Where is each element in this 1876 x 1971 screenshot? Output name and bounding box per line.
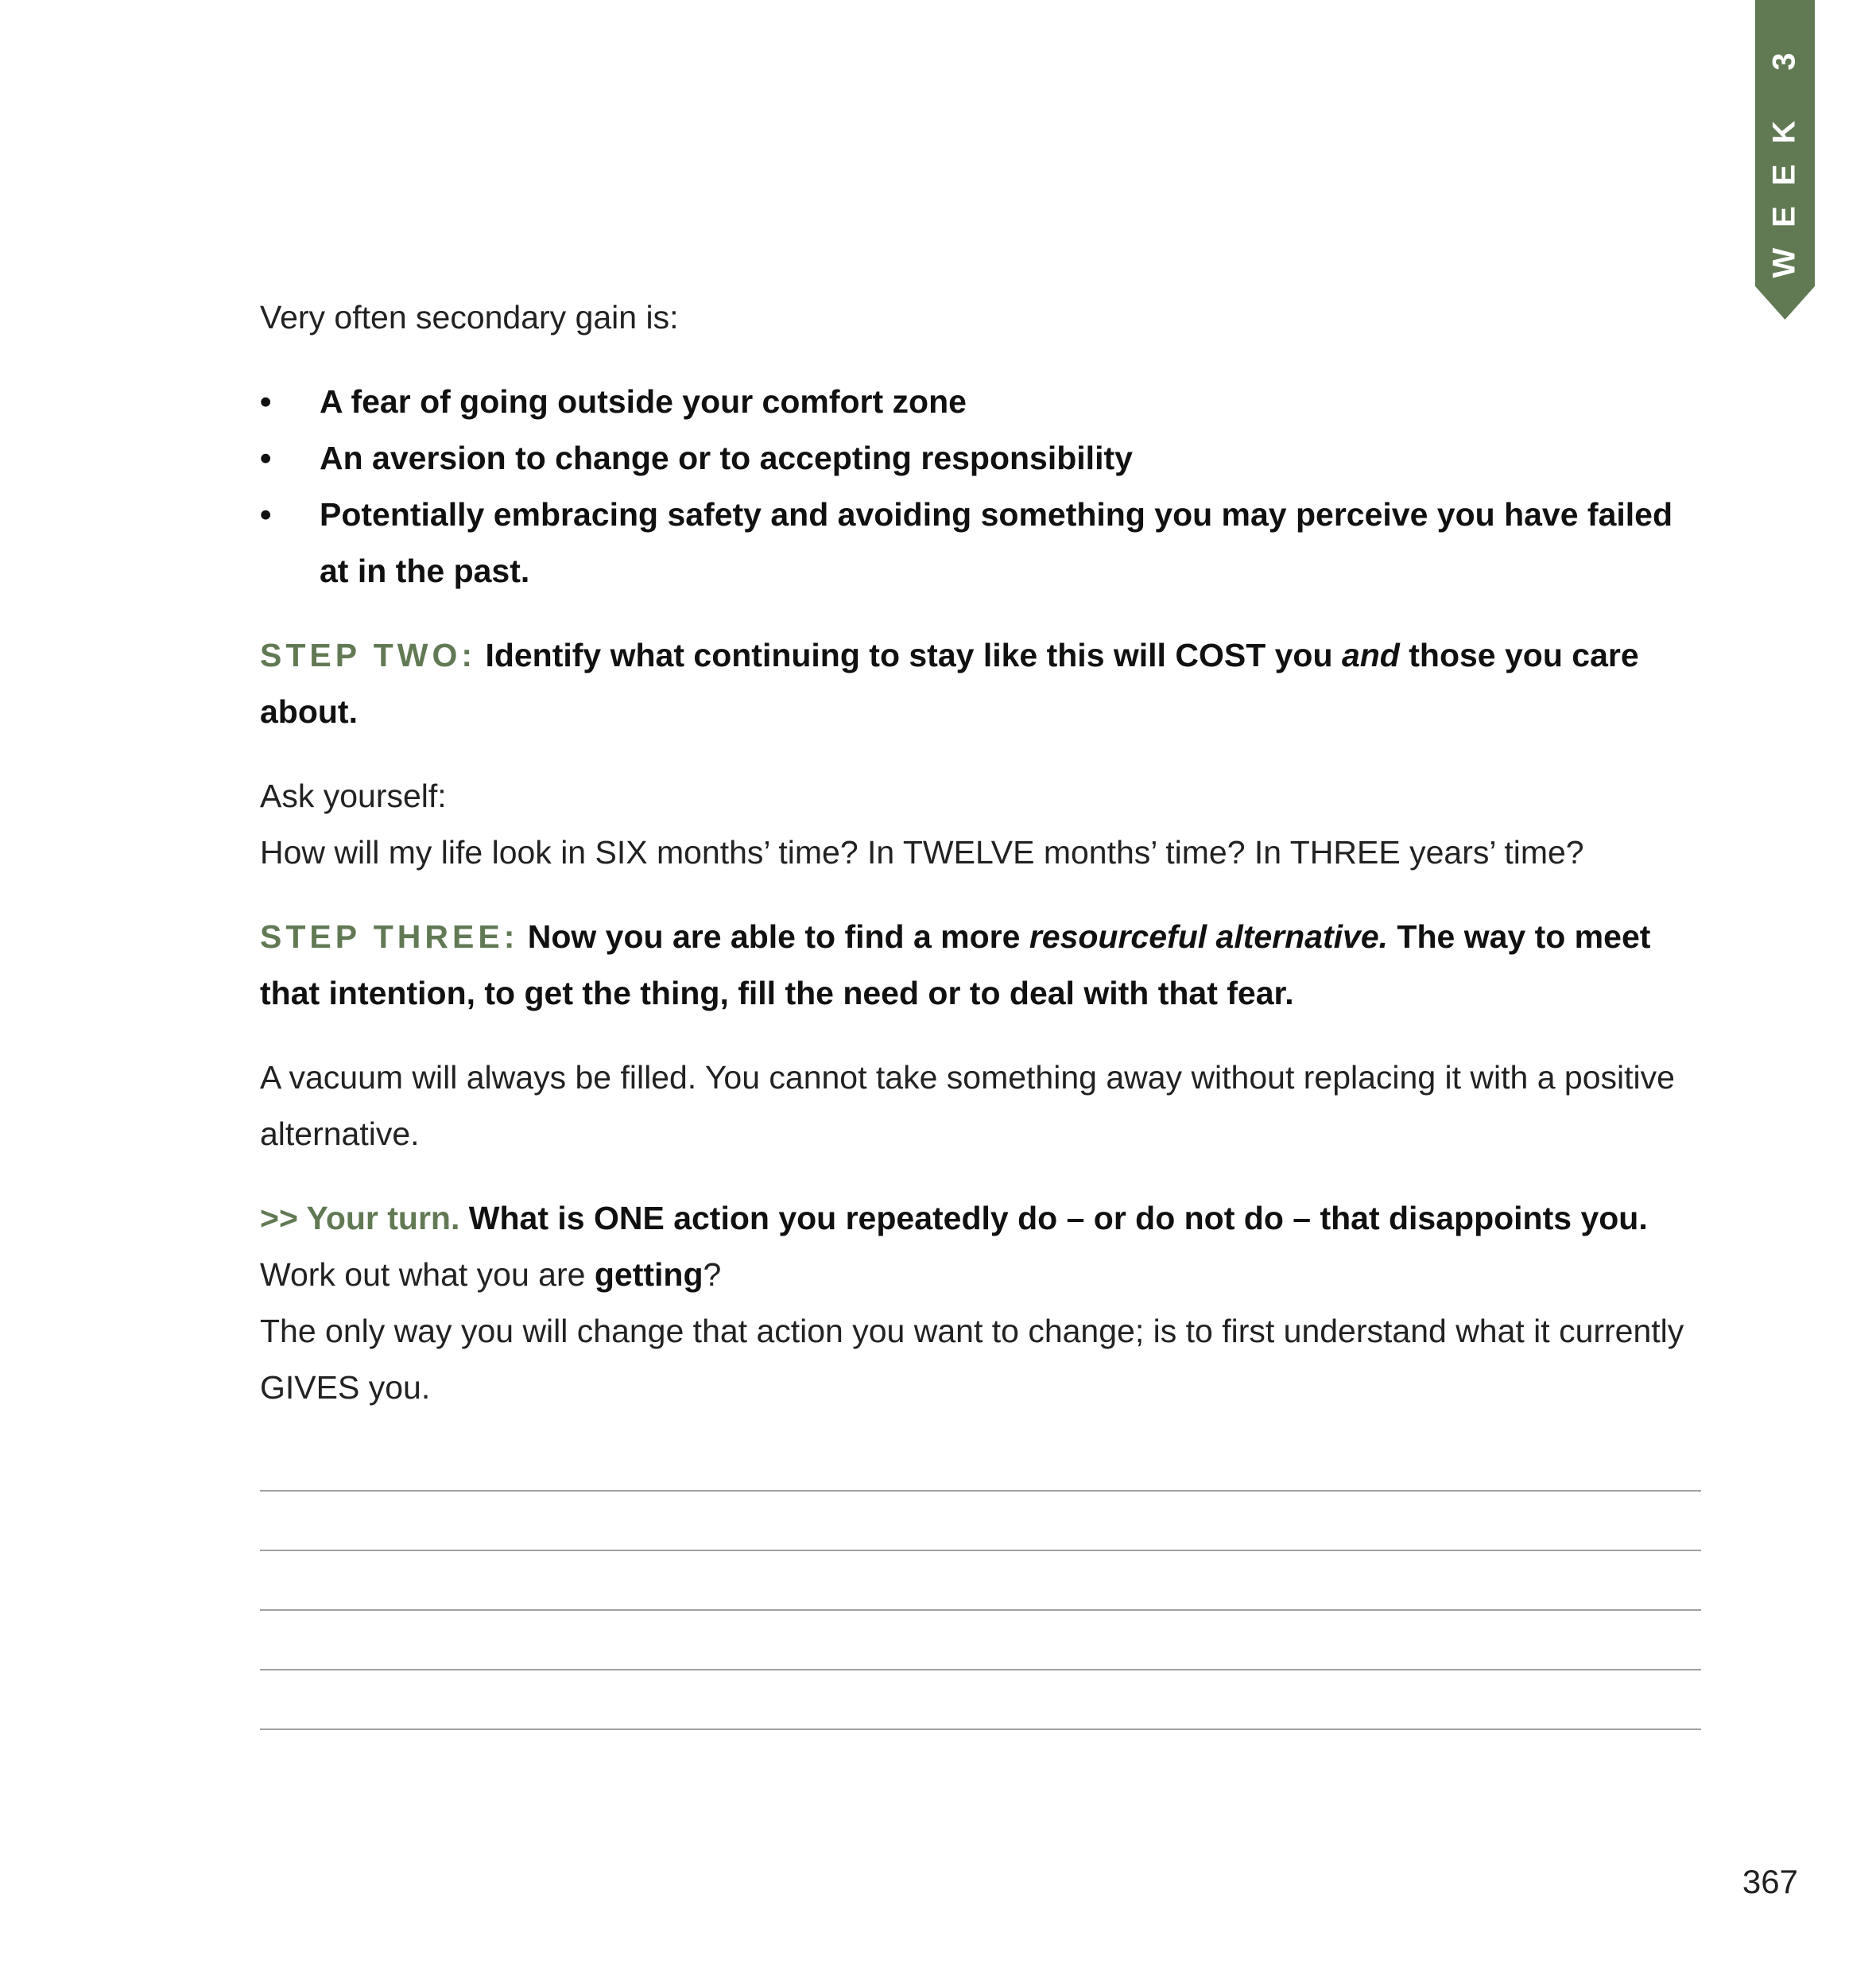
step-three-text: Now you are able to find a more: [527, 918, 1021, 955]
your-turn-label: >> Your turn.: [260, 1200, 460, 1236]
step-three-paragraph: [260, 909, 1707, 1022]
week-tab-label: WEEK 3: [1766, 32, 1802, 278]
page-number: 367: [1742, 1863, 1798, 1900]
secondary-gain-list: [260, 374, 1707, 599]
bullet-icon: •: [260, 383, 272, 420]
writing-line[interactable]: [260, 1609, 1701, 1611]
bullet-icon: •: [260, 496, 272, 533]
vacuum-text: A vacuum will always be filled. You cannot take something away without replacing it with a positive alternative.: [260, 1059, 1675, 1152]
step-two-text: Identify what continuing to stay like this will COST you: [485, 637, 1333, 673]
writing-line[interactable]: [260, 1669, 1701, 1670]
step-three-emphasis: resourceful alternative.: [1029, 918, 1389, 955]
list-item: • Potentially embracing safety and avoiding something you may perceive you have failed at in the past.: [260, 487, 1707, 599]
writing-line[interactable]: [260, 1490, 1701, 1492]
ask-lead: Ask yourself:: [260, 778, 447, 814]
writing-lines[interactable]: [260, 1490, 1701, 1788]
step-three-text-end: The way to meet that intention, to get the thing, fill the need or to deal with that fear.: [260, 918, 1651, 1011]
step-two-text-end: those you care about.: [260, 637, 1639, 730]
step-two-emphasis: and: [1341, 637, 1400, 673]
step-two-paragraph: [260, 627, 1707, 740]
closing-text: The only way you will change that action you want to change; is to first understand what it currently GIVES you.: [260, 1313, 1684, 1406]
page-content: [260, 289, 1707, 1416]
list-item: • A fear of going outside your comfort zone: [260, 374, 1707, 430]
work-out-line: Work out what you are getting?: [260, 1256, 722, 1293]
list-item: • An aversion to change or to accepting responsibility: [260, 430, 1707, 487]
getting-emphasis: getting: [594, 1256, 704, 1293]
intro-text: Very often secondary gain is:: [260, 299, 679, 336]
step-two-label: STEP TWO:: [260, 637, 477, 673]
your-turn-paragraph: [260, 1190, 1707, 1247]
writing-line[interactable]: [260, 1550, 1701, 1551]
writing-line[interactable]: [260, 1729, 1701, 1730]
ask-question: How will my life look in SIX months’ time? In TWELVE months’ time? In THREE years’ time?: [260, 834, 1584, 871]
your-turn-question: What is ONE action you repeatedly do – or do not do – that disappoints you.: [468, 1200, 1648, 1236]
bullet-icon: •: [260, 440, 272, 476]
step-three-label: STEP THREE:: [260, 918, 519, 955]
